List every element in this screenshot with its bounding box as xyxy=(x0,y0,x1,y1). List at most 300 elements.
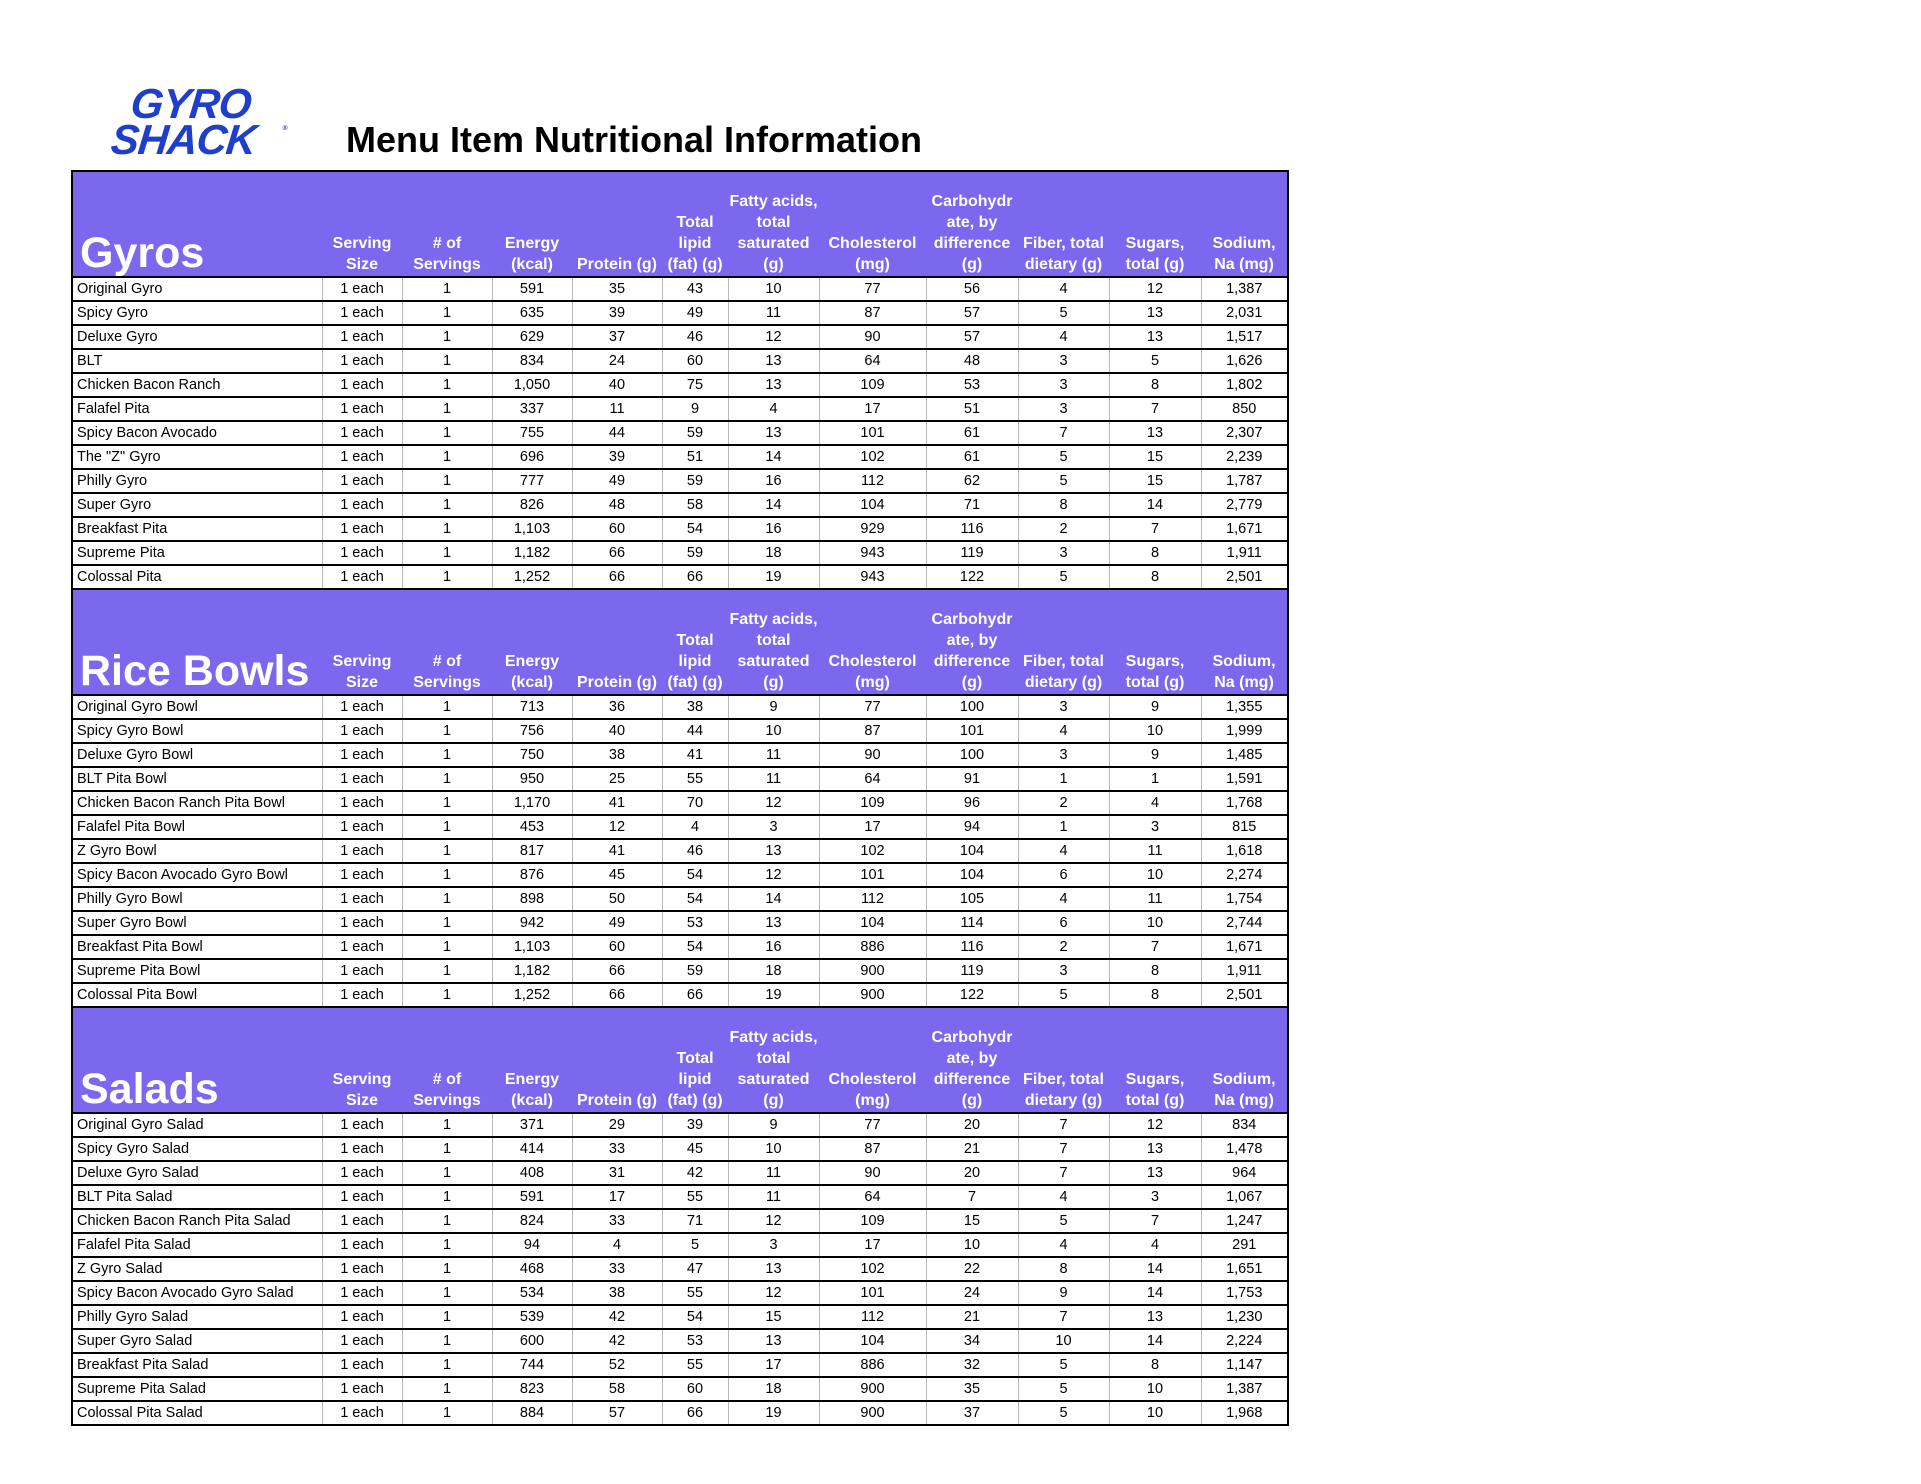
sodium-cell: 815 xyxy=(1201,815,1288,839)
energy-cell: 1,252 xyxy=(492,565,572,589)
serving-size-cell: 1 each xyxy=(322,767,402,791)
protein-cell: 40 xyxy=(572,719,662,743)
fiber-cell: 7 xyxy=(1018,1305,1109,1329)
cholesterol-cell: 90 xyxy=(819,325,926,349)
table-row xyxy=(72,277,1288,301)
total-fat-cell: 9 xyxy=(662,397,728,421)
protein-cell: 17 xyxy=(572,1185,662,1209)
sodium-cell: 1,355 xyxy=(1201,695,1288,719)
carbohydrate-cell: 21 xyxy=(926,1305,1018,1329)
energy-cell: 371 xyxy=(492,1113,572,1137)
item-name-cell: Colossal Pita xyxy=(72,565,322,589)
sodium-cell: 1,387 xyxy=(1201,277,1288,301)
sodium-cell: 1,999 xyxy=(1201,719,1288,743)
protein-cell: 33 xyxy=(572,1209,662,1233)
total-fat-cell: 54 xyxy=(662,517,728,541)
cholesterol-cell: 101 xyxy=(819,863,926,887)
table-row xyxy=(72,397,1288,421)
carbohydrate-cell: 10 xyxy=(926,1233,1018,1257)
protein-cell: 24 xyxy=(572,349,662,373)
sugars-cell: 15 xyxy=(1109,445,1201,469)
sodium-cell: 1,517 xyxy=(1201,325,1288,349)
total-fat-cell: 58 xyxy=(662,493,728,517)
column-header-energy: Energy (kcal) xyxy=(492,1007,572,1113)
energy-cell: 591 xyxy=(492,1185,572,1209)
fiber-cell: 3 xyxy=(1018,349,1109,373)
column-header-carbohydrate: Carbohydr ate, by difference (g) xyxy=(926,171,1018,277)
carbohydrate-cell: 116 xyxy=(926,935,1018,959)
total-fat-cell: 54 xyxy=(662,863,728,887)
protein-cell: 38 xyxy=(572,743,662,767)
carbohydrate-cell: 94 xyxy=(926,815,1018,839)
carbohydrate-cell: 104 xyxy=(926,863,1018,887)
fiber-cell: 5 xyxy=(1018,469,1109,493)
protein-cell: 12 xyxy=(572,815,662,839)
servings-cell: 1 xyxy=(402,1185,492,1209)
saturated-fat-cell: 18 xyxy=(728,541,819,565)
fiber-cell: 4 xyxy=(1018,887,1109,911)
table-row xyxy=(72,935,1288,959)
table-row xyxy=(72,469,1288,493)
table-row xyxy=(72,301,1288,325)
servings-cell: 1 xyxy=(402,815,492,839)
energy-cell: 898 xyxy=(492,887,572,911)
saturated-fat-cell: 12 xyxy=(728,791,819,815)
carbohydrate-cell: 56 xyxy=(926,277,1018,301)
saturated-fat-cell: 11 xyxy=(728,301,819,325)
item-name-cell: Z Gyro Salad xyxy=(72,1257,322,1281)
saturated-fat-cell: 16 xyxy=(728,469,819,493)
sugars-cell: 7 xyxy=(1109,1209,1201,1233)
sodium-cell: 1,911 xyxy=(1201,541,1288,565)
table-row xyxy=(72,767,1288,791)
servings-cell: 1 xyxy=(402,1281,492,1305)
sugars-cell: 8 xyxy=(1109,541,1201,565)
sugars-cell: 13 xyxy=(1109,1161,1201,1185)
column-header-protein: Protein (g) xyxy=(572,589,662,695)
item-name-cell: Super Gyro Bowl xyxy=(72,911,322,935)
cholesterol-cell: 77 xyxy=(819,1113,926,1137)
cholesterol-cell: 87 xyxy=(819,1137,926,1161)
total-fat-cell: 4 xyxy=(662,815,728,839)
serving-size-cell: 1 each xyxy=(322,1353,402,1377)
energy-cell: 629 xyxy=(492,325,572,349)
total-fat-cell: 55 xyxy=(662,1353,728,1377)
energy-cell: 696 xyxy=(492,445,572,469)
protein-cell: 42 xyxy=(572,1329,662,1353)
servings-cell: 1 xyxy=(402,959,492,983)
carbohydrate-cell: 96 xyxy=(926,791,1018,815)
item-name-cell: Original Gyro xyxy=(72,277,322,301)
item-name-cell: Z Gyro Bowl xyxy=(72,839,322,863)
servings-cell: 1 xyxy=(402,373,492,397)
section-title: Rice Bowls xyxy=(72,589,322,695)
cholesterol-cell: 943 xyxy=(819,541,926,565)
total-fat-cell: 47 xyxy=(662,1257,728,1281)
saturated-fat-cell: 16 xyxy=(728,935,819,959)
column-header-sugars: Sugars, total (g) xyxy=(1109,589,1201,695)
total-fat-cell: 54 xyxy=(662,1305,728,1329)
sugars-cell: 13 xyxy=(1109,1137,1201,1161)
cholesterol-cell: 109 xyxy=(819,373,926,397)
servings-cell: 1 xyxy=(402,1113,492,1137)
saturated-fat-cell: 10 xyxy=(728,1137,819,1161)
fiber-cell: 4 xyxy=(1018,277,1109,301)
fiber-cell: 3 xyxy=(1018,959,1109,983)
energy-cell: 713 xyxy=(492,695,572,719)
carbohydrate-cell: 100 xyxy=(926,695,1018,719)
serving-size-cell: 1 each xyxy=(322,1377,402,1401)
sugars-cell: 12 xyxy=(1109,1113,1201,1137)
saturated-fat-cell: 13 xyxy=(728,1329,819,1353)
column-header-cholesterol: Cholesterol (mg) xyxy=(819,171,926,277)
saturated-fat-cell: 13 xyxy=(728,1257,819,1281)
column-header-energy: Energy (kcal) xyxy=(492,589,572,695)
table-row xyxy=(72,1137,1288,1161)
energy-cell: 591 xyxy=(492,277,572,301)
sodium-cell: 1,787 xyxy=(1201,469,1288,493)
serving-size-cell: 1 each xyxy=(322,1401,402,1425)
item-name-cell: BLT xyxy=(72,349,322,373)
protein-cell: 40 xyxy=(572,373,662,397)
item-name-cell: Spicy Gyro Salad xyxy=(72,1137,322,1161)
protein-cell: 33 xyxy=(572,1257,662,1281)
carbohydrate-cell: 35 xyxy=(926,1377,1018,1401)
servings-cell: 1 xyxy=(402,493,492,517)
cholesterol-cell: 886 xyxy=(819,1353,926,1377)
sugars-cell: 15 xyxy=(1109,469,1201,493)
serving-size-cell: 1 each xyxy=(322,541,402,565)
saturated-fat-cell: 3 xyxy=(728,1233,819,1257)
serving-size-cell: 1 each xyxy=(322,1161,402,1185)
sugars-cell: 9 xyxy=(1109,695,1201,719)
table-row xyxy=(72,1113,1288,1137)
energy-cell: 823 xyxy=(492,1377,572,1401)
sodium-cell: 1,478 xyxy=(1201,1137,1288,1161)
total-fat-cell: 55 xyxy=(662,1281,728,1305)
cholesterol-cell: 943 xyxy=(819,565,926,589)
section-header-rice-bowls xyxy=(72,589,1288,695)
energy-cell: 817 xyxy=(492,839,572,863)
protein-cell: 41 xyxy=(572,791,662,815)
sugars-cell: 3 xyxy=(1109,815,1201,839)
item-name-cell: Original Gyro Salad xyxy=(72,1113,322,1137)
fiber-cell: 5 xyxy=(1018,1209,1109,1233)
sugars-cell: 7 xyxy=(1109,935,1201,959)
sugars-cell: 14 xyxy=(1109,1329,1201,1353)
cholesterol-cell: 64 xyxy=(819,1185,926,1209)
carbohydrate-cell: 57 xyxy=(926,301,1018,325)
table-row xyxy=(72,1281,1288,1305)
servings-cell: 1 xyxy=(402,695,492,719)
sodium-cell: 1,671 xyxy=(1201,517,1288,541)
energy-cell: 1,170 xyxy=(492,791,572,815)
total-fat-cell: 42 xyxy=(662,1161,728,1185)
sugars-cell: 9 xyxy=(1109,743,1201,767)
sodium-cell: 2,239 xyxy=(1201,445,1288,469)
table-row xyxy=(72,1329,1288,1353)
item-name-cell: Chicken Bacon Ranch Pita Salad xyxy=(72,1209,322,1233)
protein-cell: 66 xyxy=(572,565,662,589)
cholesterol-cell: 929 xyxy=(819,517,926,541)
sodium-cell: 834 xyxy=(1201,1113,1288,1137)
column-header-sugars: Sugars, total (g) xyxy=(1109,1007,1201,1113)
total-fat-cell: 44 xyxy=(662,719,728,743)
sodium-cell: 1,387 xyxy=(1201,1377,1288,1401)
fiber-cell: 5 xyxy=(1018,1401,1109,1425)
saturated-fat-cell: 18 xyxy=(728,1377,819,1401)
logo-registered-mark: ® xyxy=(282,125,288,132)
item-name-cell: Breakfast Pita xyxy=(72,517,322,541)
sugars-cell: 14 xyxy=(1109,1257,1201,1281)
protein-cell: 49 xyxy=(572,911,662,935)
energy-cell: 824 xyxy=(492,1209,572,1233)
carbohydrate-cell: 15 xyxy=(926,1209,1018,1233)
serving-size-cell: 1 each xyxy=(322,1329,402,1353)
sugars-cell: 14 xyxy=(1109,1281,1201,1305)
servings-cell: 1 xyxy=(402,767,492,791)
item-name-cell: Spicy Gyro xyxy=(72,301,322,325)
saturated-fat-cell: 19 xyxy=(728,565,819,589)
column-header-saturated-fat: Fatty acids, total saturated (g) xyxy=(728,1007,819,1113)
serving-size-cell: 1 each xyxy=(322,397,402,421)
sodium-cell: 964 xyxy=(1201,1161,1288,1185)
table-row xyxy=(72,887,1288,911)
section-header-gyros xyxy=(72,171,1288,277)
table-row xyxy=(72,565,1288,589)
serving-size-cell: 1 each xyxy=(322,445,402,469)
carbohydrate-cell: 61 xyxy=(926,445,1018,469)
saturated-fat-cell: 13 xyxy=(728,421,819,445)
cholesterol-cell: 77 xyxy=(819,277,926,301)
logo-line-2: SHACK xyxy=(108,116,259,163)
table-row xyxy=(72,983,1288,1007)
column-header-saturated-fat: Fatty acids, total saturated (g) xyxy=(728,171,819,277)
column-header-sugars: Sugars, total (g) xyxy=(1109,171,1201,277)
serving-size-cell: 1 each xyxy=(322,349,402,373)
column-header-serving-size: Serving Size xyxy=(322,1007,402,1113)
servings-cell: 1 xyxy=(402,469,492,493)
energy-cell: 337 xyxy=(492,397,572,421)
table-row xyxy=(72,445,1288,469)
serving-size-cell: 1 each xyxy=(322,791,402,815)
sodium-cell: 1,485 xyxy=(1201,743,1288,767)
serving-size-cell: 1 each xyxy=(322,935,402,959)
table-row xyxy=(72,695,1288,719)
table-row xyxy=(72,791,1288,815)
energy-cell: 414 xyxy=(492,1137,572,1161)
item-name-cell: Spicy Bacon Avocado xyxy=(72,421,322,445)
cholesterol-cell: 90 xyxy=(819,743,926,767)
sodium-cell: 2,224 xyxy=(1201,1329,1288,1353)
sodium-cell: 1,626 xyxy=(1201,349,1288,373)
saturated-fat-cell: 10 xyxy=(728,277,819,301)
cholesterol-cell: 900 xyxy=(819,959,926,983)
item-name-cell: BLT Pita Bowl xyxy=(72,767,322,791)
serving-size-cell: 1 each xyxy=(322,1137,402,1161)
energy-cell: 468 xyxy=(492,1257,572,1281)
saturated-fat-cell: 19 xyxy=(728,1401,819,1425)
servings-cell: 1 xyxy=(402,565,492,589)
saturated-fat-cell: 16 xyxy=(728,517,819,541)
saturated-fat-cell: 13 xyxy=(728,373,819,397)
servings-cell: 1 xyxy=(402,863,492,887)
fiber-cell: 5 xyxy=(1018,1377,1109,1401)
saturated-fat-cell: 19 xyxy=(728,983,819,1007)
energy-cell: 453 xyxy=(492,815,572,839)
energy-cell: 942 xyxy=(492,911,572,935)
section-title: Gyros xyxy=(72,171,322,277)
serving-size-cell: 1 each xyxy=(322,493,402,517)
carbohydrate-cell: 7 xyxy=(926,1185,1018,1209)
cholesterol-cell: 112 xyxy=(819,469,926,493)
energy-cell: 1,182 xyxy=(492,541,572,565)
column-header-carbohydrate: Carbohydr ate, by difference (g) xyxy=(926,589,1018,695)
table-row xyxy=(72,1185,1288,1209)
saturated-fat-cell: 4 xyxy=(728,397,819,421)
fiber-cell: 9 xyxy=(1018,1281,1109,1305)
table-row xyxy=(72,325,1288,349)
total-fat-cell: 59 xyxy=(662,541,728,565)
serving-size-cell: 1 each xyxy=(322,301,402,325)
sugars-cell: 7 xyxy=(1109,517,1201,541)
servings-cell: 1 xyxy=(402,1377,492,1401)
serving-size-cell: 1 each xyxy=(322,1305,402,1329)
servings-cell: 1 xyxy=(402,839,492,863)
column-header-total-fat: Total lipid (fat) (g) xyxy=(662,171,728,277)
item-name-cell: Chicken Bacon Ranch Pita Bowl xyxy=(72,791,322,815)
cholesterol-cell: 112 xyxy=(819,887,926,911)
sodium-cell: 2,031 xyxy=(1201,301,1288,325)
serving-size-cell: 1 each xyxy=(322,1257,402,1281)
carbohydrate-cell: 57 xyxy=(926,325,1018,349)
protein-cell: 66 xyxy=(572,959,662,983)
serving-size-cell: 1 each xyxy=(322,887,402,911)
column-header-servings: # of Servings xyxy=(402,171,492,277)
total-fat-cell: 60 xyxy=(662,1377,728,1401)
serving-size-cell: 1 each xyxy=(322,695,402,719)
protein-cell: 39 xyxy=(572,301,662,325)
carbohydrate-cell: 37 xyxy=(926,1401,1018,1425)
column-header-fiber: Fiber, total dietary (g) xyxy=(1018,589,1109,695)
sodium-cell: 1,802 xyxy=(1201,373,1288,397)
table-row xyxy=(72,1209,1288,1233)
energy-cell: 950 xyxy=(492,767,572,791)
sodium-cell: 2,501 xyxy=(1201,983,1288,1007)
sugars-cell: 8 xyxy=(1109,983,1201,1007)
protein-cell: 60 xyxy=(572,935,662,959)
fiber-cell: 2 xyxy=(1018,791,1109,815)
energy-cell: 744 xyxy=(492,1353,572,1377)
cholesterol-cell: 900 xyxy=(819,983,926,1007)
total-fat-cell: 39 xyxy=(662,1113,728,1137)
carbohydrate-cell: 114 xyxy=(926,911,1018,935)
serving-size-cell: 1 each xyxy=(322,277,402,301)
total-fat-cell: 51 xyxy=(662,445,728,469)
fiber-cell: 2 xyxy=(1018,517,1109,541)
energy-cell: 826 xyxy=(492,493,572,517)
energy-cell: 1,182 xyxy=(492,959,572,983)
sodium-cell: 1,591 xyxy=(1201,767,1288,791)
item-name-cell: Breakfast Pita Salad xyxy=(72,1353,322,1377)
servings-cell: 1 xyxy=(402,1137,492,1161)
sugars-cell: 8 xyxy=(1109,565,1201,589)
item-name-cell: Deluxe Gyro Salad xyxy=(72,1161,322,1185)
protein-cell: 66 xyxy=(572,983,662,1007)
section-title: Salads xyxy=(72,1007,322,1113)
table-row xyxy=(72,719,1288,743)
fiber-cell: 5 xyxy=(1018,445,1109,469)
total-fat-cell: 49 xyxy=(662,301,728,325)
table-row xyxy=(72,1161,1288,1185)
total-fat-cell: 53 xyxy=(662,911,728,935)
saturated-fat-cell: 17 xyxy=(728,1353,819,1377)
protein-cell: 60 xyxy=(572,517,662,541)
item-name-cell: Spicy Gyro Bowl xyxy=(72,719,322,743)
cholesterol-cell: 104 xyxy=(819,1329,926,1353)
serving-size-cell: 1 each xyxy=(322,469,402,493)
carbohydrate-cell: 119 xyxy=(926,541,1018,565)
fiber-cell: 5 xyxy=(1018,1353,1109,1377)
serving-size-cell: 1 each xyxy=(322,517,402,541)
energy-cell: 539 xyxy=(492,1305,572,1329)
fiber-cell: 1 xyxy=(1018,767,1109,791)
carbohydrate-cell: 20 xyxy=(926,1161,1018,1185)
carbohydrate-cell: 34 xyxy=(926,1329,1018,1353)
energy-cell: 1,252 xyxy=(492,983,572,1007)
fiber-cell: 3 xyxy=(1018,397,1109,421)
cholesterol-cell: 90 xyxy=(819,1161,926,1185)
saturated-fat-cell: 9 xyxy=(728,1113,819,1137)
sodium-cell: 1,768 xyxy=(1201,791,1288,815)
protein-cell: 50 xyxy=(572,887,662,911)
protein-cell: 57 xyxy=(572,1401,662,1425)
cholesterol-cell: 102 xyxy=(819,1257,926,1281)
sugars-cell: 10 xyxy=(1109,1377,1201,1401)
energy-cell: 755 xyxy=(492,421,572,445)
total-fat-cell: 66 xyxy=(662,1401,728,1425)
saturated-fat-cell: 14 xyxy=(728,887,819,911)
energy-cell: 756 xyxy=(492,719,572,743)
sugars-cell: 13 xyxy=(1109,421,1201,445)
serving-size-cell: 1 each xyxy=(322,959,402,983)
energy-cell: 1,103 xyxy=(492,935,572,959)
total-fat-cell: 66 xyxy=(662,565,728,589)
saturated-fat-cell: 3 xyxy=(728,815,819,839)
column-header-sodium: Sodium, Na (mg) xyxy=(1201,171,1288,277)
servings-cell: 1 xyxy=(402,1209,492,1233)
sodium-cell: 2,501 xyxy=(1201,565,1288,589)
sodium-cell: 2,744 xyxy=(1201,911,1288,935)
protein-cell: 48 xyxy=(572,493,662,517)
serving-size-cell: 1 each xyxy=(322,565,402,589)
item-name-cell: Philly Gyro xyxy=(72,469,322,493)
item-name-cell: The "Z" Gyro xyxy=(72,445,322,469)
table-row xyxy=(72,373,1288,397)
carbohydrate-cell: 32 xyxy=(926,1353,1018,1377)
fiber-cell: 6 xyxy=(1018,863,1109,887)
carbohydrate-cell: 53 xyxy=(926,373,1018,397)
saturated-fat-cell: 12 xyxy=(728,1209,819,1233)
sugars-cell: 4 xyxy=(1109,791,1201,815)
sugars-cell: 11 xyxy=(1109,839,1201,863)
fiber-cell: 4 xyxy=(1018,839,1109,863)
servings-cell: 1 xyxy=(402,743,492,767)
saturated-fat-cell: 14 xyxy=(728,493,819,517)
sugars-cell: 11 xyxy=(1109,887,1201,911)
total-fat-cell: 59 xyxy=(662,959,728,983)
item-name-cell: Philly Gyro Salad xyxy=(72,1305,322,1329)
